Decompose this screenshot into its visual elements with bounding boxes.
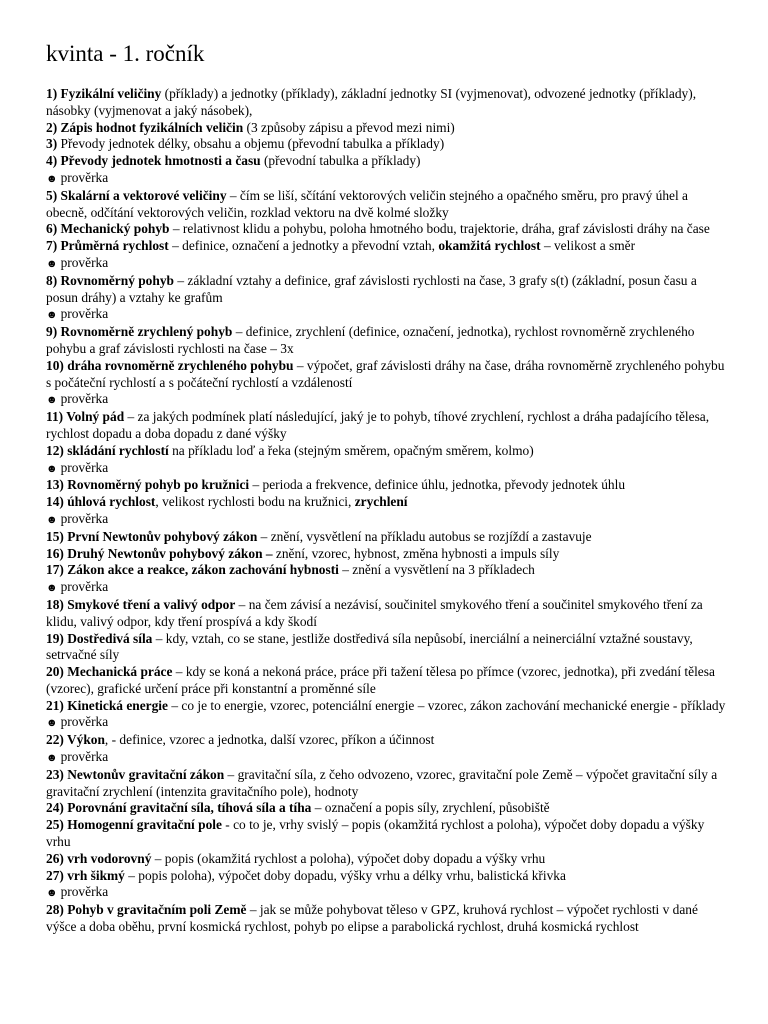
topic-description: – popis poloha), výpočet doby dopadu, výšky vrhu a délky vrhu, balistická křivka bbox=[124, 867, 566, 883]
topic-heading: 5) Skalární a vektorové veličiny bbox=[46, 187, 227, 203]
topic-description: – označení a popis síly, zrychlení, působiště bbox=[311, 800, 550, 816]
topic-description: – definice, zrychlení (definice, označení, jednotka), rychlost rovnoměrně zrychleného pohybu a graf závislosti rychlosti na čase – 3x bbox=[46, 324, 695, 356]
topic-item bbox=[46, 868, 728, 885]
topic-heading: 13) Rovnoměrný pohyb po kružnici bbox=[46, 477, 250, 493]
topic-heading: 11) Volný pád bbox=[46, 409, 125, 425]
topic-item bbox=[46, 86, 728, 120]
check-label: prověrka bbox=[60, 169, 109, 185]
check-marker bbox=[46, 460, 728, 478]
check-marker bbox=[46, 170, 728, 188]
topic-heading: 2) Zápis hodnot fyzikálních veličin bbox=[46, 119, 244, 135]
topic-item bbox=[46, 732, 728, 749]
check-marker bbox=[46, 579, 728, 597]
smiley-face-icon: ☻ bbox=[46, 717, 58, 730]
topic-item bbox=[46, 529, 728, 546]
topic-description: znění, vzorec, hybnost, změna hybnosti a impuls síly bbox=[275, 545, 560, 561]
topic-description: – relativnost klidu a pohybu, poloha hmotného bodu, trajektorie, dráha, graf závislosti dráhy na čase bbox=[169, 221, 710, 237]
topic-item bbox=[46, 698, 728, 715]
check-marker bbox=[46, 749, 728, 767]
topic-item bbox=[46, 153, 728, 170]
smiley-face-icon: ☻ bbox=[46, 513, 58, 526]
check-label: prověrka bbox=[60, 510, 109, 526]
page-title: kvinta - 1. ročník bbox=[46, 41, 205, 66]
topic-description: – co je to energie, vzorec, potenciální energie – vzorec, zákon zachování mechanické energie - příklady bbox=[167, 697, 726, 713]
check-label: prověrka bbox=[60, 459, 109, 475]
topic-description: – na čem závisí a nezávisí, součinitel smykového tření a součinitel smykového tření za klidu, valivý odpor, kdy tření prospívá a kdy škodí bbox=[46, 596, 703, 629]
topic-heading: 18) Smykové tření a valivý odpor bbox=[46, 596, 236, 612]
topic-description: , - definice, vzorec a jednotka, další vzorec, příkon a účinnost bbox=[104, 732, 435, 748]
topic-description: – znění a vysvětlení na 3 příkladech bbox=[338, 562, 535, 578]
topic-description: (převodní tabulka a příklady) bbox=[260, 153, 421, 169]
topic-heading: 3) bbox=[46, 136, 61, 152]
smiley-face-icon: ☻ bbox=[46, 752, 58, 765]
topic-description: - co to je, vrhy svislý – popis (okamžitá rychlost a poloha), výpočet doby dopadu a výšky vrhu bbox=[46, 817, 705, 850]
topic-heading: 1) Fyzikální veličiny bbox=[46, 86, 162, 101]
check-label: prověrka bbox=[60, 884, 109, 900]
topic-item bbox=[46, 597, 728, 631]
topic-heading: 28) Pohyb v gravitačním poli Země bbox=[46, 902, 247, 918]
check-marker bbox=[46, 884, 728, 902]
topic-item bbox=[46, 409, 728, 443]
topic-description: – perioda a frekvence, definice úhlu, jednotka, převody jednotek úhlu bbox=[249, 477, 626, 493]
topic-heading: 20) Mechanická práce bbox=[46, 664, 173, 680]
topic-item bbox=[46, 120, 728, 137]
topic-heading: 15) První Newtonův pohybový zákon bbox=[46, 528, 258, 544]
topic-description: (3 způsoby zápisu a převod mezi nimi) bbox=[243, 119, 455, 135]
topic-description: Převody jednotek délky, obsahu a objemu (převodní tabulka a příklady) bbox=[60, 136, 445, 152]
topic-item bbox=[46, 800, 728, 817]
topic-heading: 6) Mechanický pohyb bbox=[46, 221, 170, 237]
check-label: prověrka bbox=[60, 254, 109, 270]
topic-description: – kdy se koná a nekoná práce, práce při tažení tělesa po přímce (vzorec, jednotka), při zvedání tělesa (vzorec), grafické určení práce při konstantní a proměnné síle bbox=[46, 664, 715, 696]
smiley-face-icon: ☻ bbox=[46, 462, 58, 475]
topic-item bbox=[46, 238, 728, 255]
topic-item bbox=[46, 443, 728, 460]
check-label: prověrka bbox=[60, 391, 109, 407]
check-label: prověrka bbox=[60, 579, 109, 595]
topic-heading: 8) Rovnoměrný pohyb bbox=[46, 272, 174, 288]
topic-heading: 10) dráha rovnoměrně zrychleného pohybu bbox=[46, 357, 294, 373]
check-label: prověrka bbox=[60, 714, 109, 730]
topic-heading: 7) Průměrná rychlost bbox=[46, 238, 169, 254]
smiley-face-icon: ☻ bbox=[46, 582, 58, 595]
topic-description: – gravitační síla, z čeho odvozeno, vzorec, gravitační pole Země – výpočet gravitační síly a gravitační zrychlení (intenzita gravitačního pole), hodnoty bbox=[46, 766, 718, 799]
topic-item bbox=[46, 477, 728, 494]
topic-heading: 12) skládání rychlostí bbox=[46, 442, 169, 458]
check-marker bbox=[46, 511, 728, 529]
topic-item bbox=[46, 664, 728, 698]
check-marker bbox=[46, 714, 728, 732]
topic-description: – velikost a směr bbox=[540, 238, 636, 254]
topic-item bbox=[46, 767, 728, 801]
topic-item bbox=[46, 631, 728, 665]
topic-item bbox=[46, 273, 728, 307]
topic-item bbox=[46, 562, 728, 579]
topic-description: – čím se liší, sčítání vektorových veličin stejného a opačného směru, pro pravý úhel a obecně, odčítání vektorových veličin, rozklad vektoru na dvě kolmé složky bbox=[46, 187, 689, 220]
topic-heading: 17) Zákon akce a reakce, zákon zachování hybnosti bbox=[46, 562, 339, 578]
check-marker bbox=[46, 391, 728, 409]
topic-description: – kdy, vztah, co se stane, jestliže dostředivá síla nepůsobí, inerciální a neinerciální vztažné soustavy, setrvačné síly bbox=[46, 630, 693, 663]
topic-heading: 16) Druhý Newtonův pohybový zákon – bbox=[46, 545, 276, 561]
topic-item bbox=[46, 494, 728, 511]
smiley-face-icon: ☻ bbox=[46, 887, 58, 900]
smiley-face-icon: ☻ bbox=[46, 257, 58, 270]
smiley-face-icon: ☻ bbox=[46, 394, 58, 407]
topic-item bbox=[46, 817, 728, 851]
topic-heading: okamžitá rychlost bbox=[438, 238, 541, 254]
topic-description: (příklady) a jednotky (příklady), základní jednotky SI (vyjmenovat), odvozené jednotky (příklady), násobky (vyjmenovat a jaký násobek), bbox=[46, 86, 697, 118]
topic-item bbox=[46, 902, 728, 936]
check-label: prověrka bbox=[60, 306, 109, 322]
topic-heading: zrychlení bbox=[354, 494, 408, 510]
topic-heading: 22) Výkon bbox=[46, 732, 105, 748]
topic-heading: 24) Porovnání gravitační síla, tíhová síla a tíha bbox=[46, 800, 312, 816]
topic-item bbox=[46, 324, 728, 358]
check-label: prověrka bbox=[60, 749, 109, 765]
topic-heading: 27) vrh šikmý bbox=[46, 867, 125, 883]
topic-heading: 23) Newtonův gravitační zákon bbox=[46, 766, 225, 782]
topic-heading: 19) Dostředivá síla bbox=[46, 630, 153, 646]
topic-heading: 14) úhlová rychlost bbox=[46, 494, 156, 510]
topic-description: – znění, vysvětlení na příkladu autobus se rozjíždí a zastavuje bbox=[257, 528, 592, 544]
topic-item bbox=[46, 358, 728, 392]
topic-heading: 26) vrh vodorovný bbox=[46, 850, 152, 866]
topic-item bbox=[46, 851, 728, 868]
check-marker bbox=[46, 255, 728, 273]
topic-description: – za jakých podmínek platí následující, jaký je to pohyb, tíhové zrychlení, rychlost a dráha padajícího tělesa, rychlost dopadu a doba dopadu z dané výšky bbox=[46, 409, 710, 441]
check-marker bbox=[46, 306, 728, 324]
topic-heading: 25) Homogenní gravitační pole bbox=[46, 817, 222, 833]
topic-description: – základní vztahy a definice, graf závislosti rychlosti na čase, 3 grafy s(t) (základní, posun času a posun dráhy) a vztahy ke grafům bbox=[46, 272, 697, 305]
topic-item bbox=[46, 221, 728, 238]
topic-heading: 9) Rovnoměrně zrychlený pohyb bbox=[46, 324, 233, 340]
topic-item bbox=[46, 546, 728, 563]
smiley-face-icon: ☻ bbox=[46, 309, 58, 322]
topic-description: – výpočet, graf závislosti dráhy na čase, dráha rovnoměrně zrychleného pohybu s počáteční rychlostí a s počáteční rychlostí a vzdáleností bbox=[46, 357, 725, 390]
topic-description: – jak se může pohybovat těleso v GPZ, kruhová rychlost – výpočet rychlosti v dané výšce a doba oběhu, první kosmická rychlost, pohyb po elipse a parabolická rychlost, druhá kosmická rychlost bbox=[46, 902, 698, 935]
smiley-face-icon: ☻ bbox=[46, 172, 58, 185]
topic-heading: 4) Převody jednotek hmotnosti a času bbox=[46, 153, 261, 169]
topic-item bbox=[46, 188, 728, 222]
topic-description: , velikost rychlosti bodu na kružnici, bbox=[155, 494, 355, 510]
topic-description: na příkladu loď a řeka (stejným směrem, opačným směrem, kolmo) bbox=[168, 442, 534, 458]
topic-description: – popis (okamžitá rychlost a poloha), výpočet doby dopadu a výšky vrhu bbox=[151, 850, 546, 866]
topic-description: – definice, označení a jednotky a převodní vztah, bbox=[168, 238, 439, 254]
topic-list bbox=[46, 86, 728, 936]
topic-heading: 21) Kinetická energie bbox=[46, 697, 168, 713]
topic-item bbox=[46, 136, 728, 153]
